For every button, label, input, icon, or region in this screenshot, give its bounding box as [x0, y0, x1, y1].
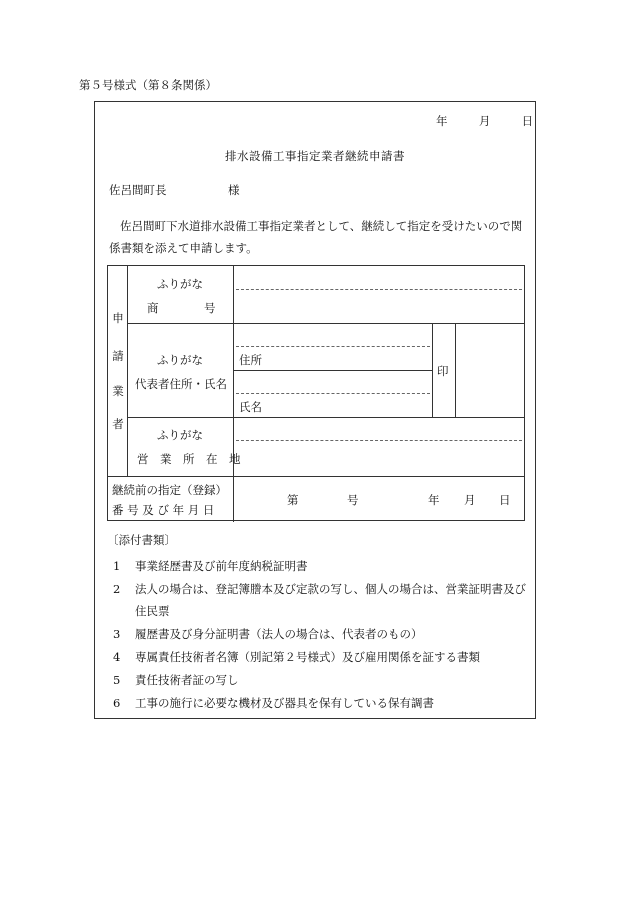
item-text: 法人の場合は、登記簿謄本及び定款の写し、個人の場合は、営業証明書及び住民票	[135, 582, 526, 618]
office-label: 営 業 所 在 地	[137, 452, 241, 466]
seal-label: 印	[437, 364, 449, 378]
previous-dai: 第	[287, 493, 299, 507]
list-item	[107, 646, 532, 668]
name-label: 氏名	[239, 400, 262, 414]
date-line	[436, 113, 533, 129]
item-text: 履歴書及び身分証明書（法人の場合は、代表者のもの）	[135, 627, 423, 641]
list-item	[107, 669, 532, 691]
attachments-title: 〔添付書類〕	[107, 533, 176, 547]
form-reference: 第５号様式（第８条関係）	[79, 78, 217, 92]
item-number: 6	[113, 696, 121, 710]
item-number: 2	[113, 582, 121, 596]
office-furigana: ふりがな	[157, 428, 203, 442]
previous-label-2: 番 号 及 び 年 月 日	[112, 503, 215, 517]
list-item	[107, 578, 532, 622]
representative-furigana: ふりがな	[157, 353, 203, 367]
month-label: 月	[478, 114, 491, 128]
item-number: 5	[113, 673, 121, 687]
previous-label-1: 継続前の指定（登録）	[112, 483, 227, 497]
item-text: 責任技術者証の写し	[135, 673, 239, 687]
trade-name-furigana: ふりがな	[157, 277, 203, 291]
list-item	[107, 692, 532, 714]
previous-month: 月	[464, 493, 476, 507]
address-label: 住所	[239, 353, 262, 367]
day-label: 日	[521, 114, 534, 128]
item-number: 3	[113, 627, 121, 641]
previous-go: 号	[347, 493, 359, 507]
item-number: 4	[113, 650, 121, 664]
year-label: 年	[436, 114, 448, 128]
addressee-name: 佐呂間町長	[109, 183, 167, 197]
list-item	[107, 555, 532, 577]
list-item	[107, 623, 532, 645]
applicant-char-1: 申	[112, 311, 124, 325]
applicant-char-2: 請	[112, 349, 124, 363]
addressee-honorific: 様	[228, 183, 240, 197]
application-table	[107, 265, 525, 521]
item-text: 工事の施行に必要な機材及び器具を保有している保有調書	[135, 696, 434, 710]
trade-name-label-b: 号	[204, 301, 216, 315]
item-text: 事業経歴書及び前年度納税証明書	[135, 559, 308, 573]
representative-label: 代表者住所・氏名	[135, 377, 227, 391]
attachments-list	[107, 555, 532, 715]
item-number: 1	[113, 559, 121, 573]
previous-day: 日	[499, 493, 511, 507]
applicant-char-3: 業	[112, 384, 124, 398]
item-text: 専属責任技術者名簿（別記第２号様式）及び雇用関係を証する書類	[135, 650, 480, 664]
trade-name-label-a: 商	[147, 301, 159, 315]
intro-paragraph: 佐呂間町下水道排水設備工事指定業者として、継続して指定を受けたいので関係書類を添えて申請します。	[109, 219, 523, 255]
previous-year: 年	[428, 493, 440, 507]
applicant-char-4: 者	[112, 417, 124, 431]
document-title: 排水設備工事指定業者継続申請書	[225, 149, 405, 163]
